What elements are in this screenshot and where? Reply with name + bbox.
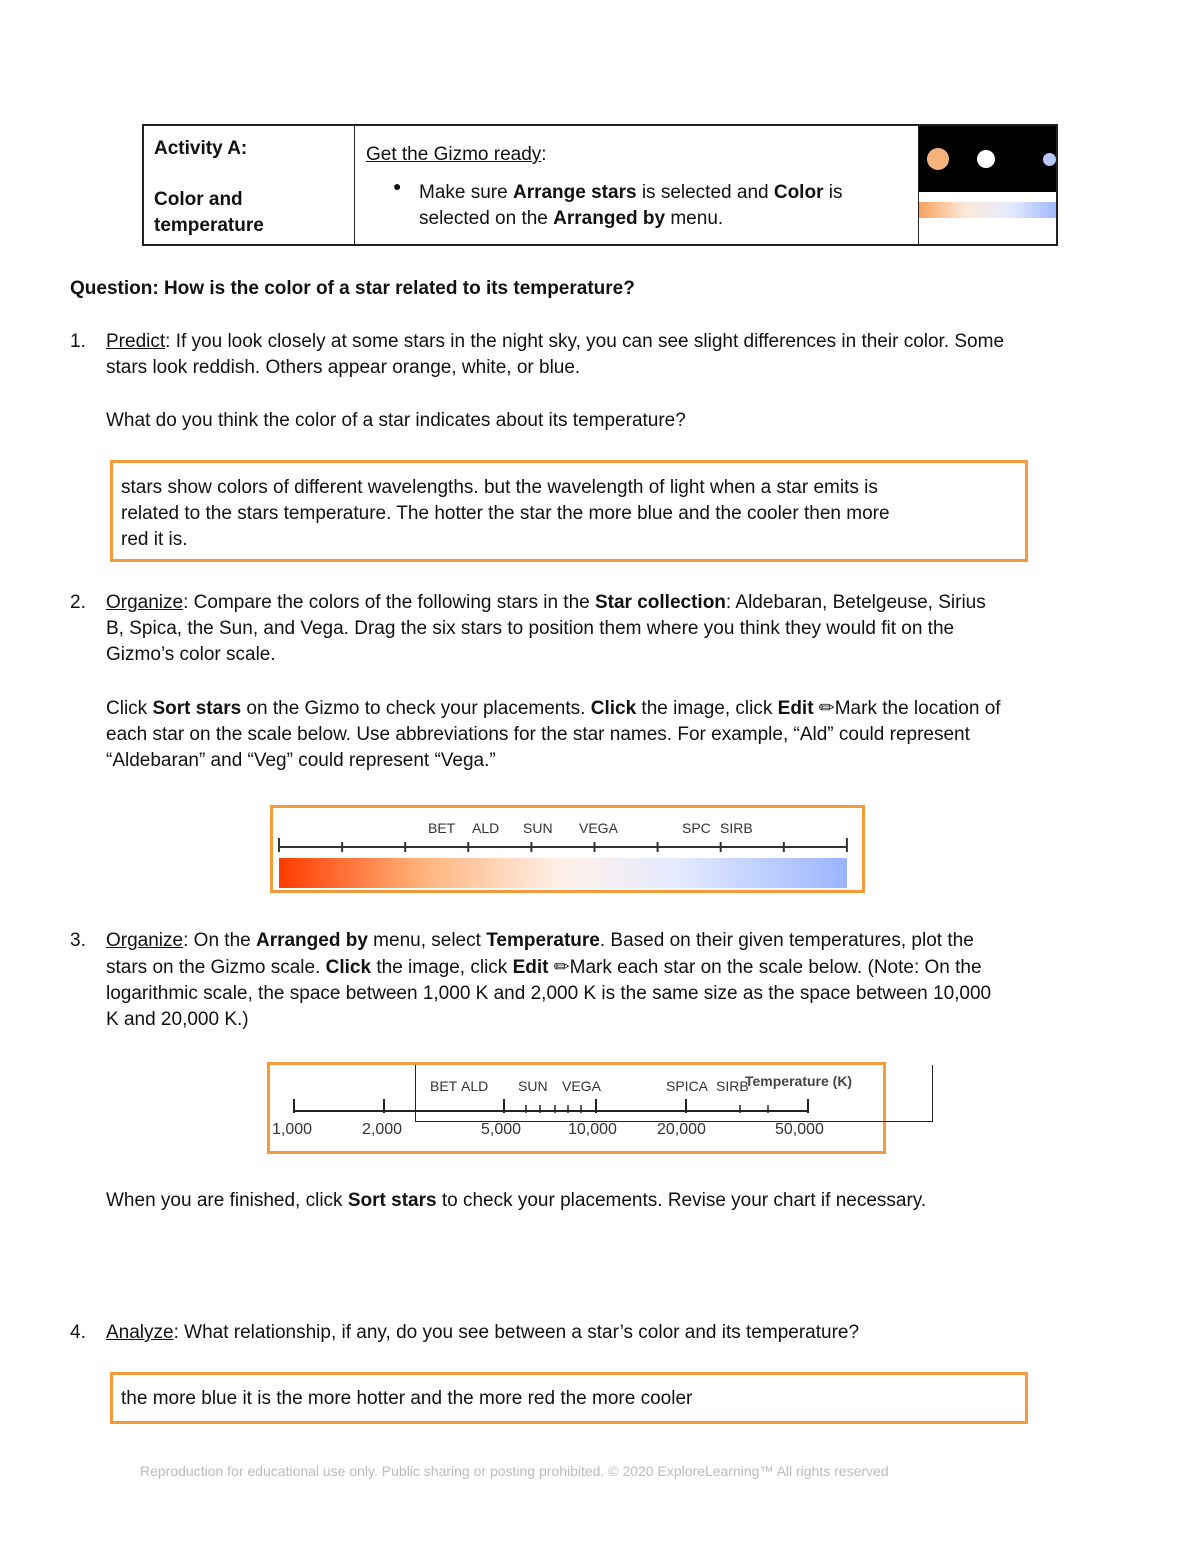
- t-star-label-spica: SPICA: [666, 1078, 709, 1094]
- activity-label: Activity A:: [154, 138, 248, 159]
- q4-line1: Analyze: What relationship, if any, do you see between a star’s color and its temperature?: [106, 1322, 860, 1343]
- q4-answer-text: the more blue it is the more hotter and the more red the more cooler: [121, 1388, 693, 1409]
- q1-answer-line1: stars show colors of different wavelengths. but the wavelength of light when a star emits is: [121, 477, 878, 498]
- q2-para2-line3: “Aldebaran” and “Veg” could represent “Vega.”: [106, 750, 496, 771]
- question-heading: Question: How is the color of a star related to its temperature?: [70, 278, 635, 299]
- q1-answer-box[interactable]: [110, 460, 1028, 562]
- star-label-vega: VEGA: [579, 820, 618, 836]
- q3-line3: logarithmic scale, the space between 1,000 K and 2,000 K is the same size as the space between 10,000: [106, 983, 992, 1004]
- orange-star-icon: [927, 148, 949, 170]
- activity-title-line1: Color and: [154, 189, 243, 210]
- q2-line3: Gizmo’s color scale.: [106, 644, 276, 665]
- star-label-sun: SUN: [523, 820, 553, 836]
- q2-para2-line2: each star on the scale below. Use abbreviations for the star names. For example, “Ald” could represent: [106, 724, 970, 745]
- q1-number: 1.: [70, 331, 86, 352]
- tick-label-10000: 10,000: [568, 1121, 617, 1138]
- temperature-scale-title: Temperature (K): [745, 1073, 853, 1089]
- q3-line1: Organize: On the Arranged by menu, select Temperature. Based on their given temperatures, plot the: [106, 930, 974, 951]
- star-label-sirb: SIRB: [720, 820, 753, 836]
- star-label-ald: ALD: [472, 820, 500, 836]
- thumb-axis: [919, 192, 1056, 194]
- blue-star-icon: [1043, 153, 1056, 166]
- q1-answer-line2: related to the stars temperature. The hotter the star the more blue and the cooler then more: [121, 503, 890, 524]
- t-star-label-sirb: SIRB: [716, 1078, 749, 1094]
- q2-line2: B, Spica, the Sun, and Vega. Drag the six stars to position them where you think they would fit on the: [106, 618, 955, 639]
- t-star-label-sun: SUN: [518, 1078, 548, 1094]
- q3-line2: stars on the Gizmo scale. Click the image, click Edit ✏Mark each star on the scale below. (Note: On the: [106, 957, 982, 978]
- q2-para2-line1: Click Sort stars on the Gizmo to check your placements. Click the image, click Edit ✏Mark the location of: [106, 698, 1001, 719]
- tick-label-50000: 50,000: [775, 1121, 824, 1138]
- activity-title-line2: temperature: [154, 215, 264, 236]
- thumb-color-scale: [919, 202, 1056, 218]
- white-star-icon: [977, 150, 995, 168]
- star-label-bet: BET: [428, 820, 456, 836]
- t-star-label-ald: ALD: [461, 1078, 489, 1094]
- footer-copyright: Reproduction for educational use only. Public sharing or posting prohibited. © 2020 ExploreLearning™ All rights reserved: [140, 1463, 889, 1479]
- gizmo-ready-cell: [355, 126, 919, 244]
- temperature-scale-image[interactable]: [267, 1062, 886, 1154]
- bullet-icon: ●: [393, 178, 402, 194]
- q1-prompt: What do you think the color of a star indicates about its temperature?: [106, 410, 686, 431]
- gizmo-ready-bullet-line1: Make sure Arrange stars is selected and Color is: [419, 182, 843, 203]
- gizmo-thumbnail: [919, 126, 1056, 244]
- q1-line1: Predict: If you look closely at some stars in the night sky, you can see slight differences in their color. Some: [106, 331, 1005, 352]
- tick-label-2000: 2,000: [362, 1121, 403, 1138]
- star-label-spc: SPC: [682, 820, 711, 836]
- q3-line4: K and 20,000 K.): [106, 1009, 249, 1030]
- q1-line2: stars look reddish. Others appear orange, white, or blue.: [106, 357, 581, 378]
- q3-number: 3.: [70, 930, 86, 951]
- gizmo-ready-bullet-line2: selected on the Arranged by menu.: [419, 208, 724, 229]
- tick-label-5000: 5,000: [481, 1121, 522, 1138]
- color-scale-image[interactable]: [270, 805, 865, 893]
- star-sky-panel: [919, 126, 1056, 194]
- gizmo-ready-heading: Get the Gizmo ready:: [366, 144, 547, 165]
- q4-answer-box[interactable]: [110, 1372, 1028, 1424]
- color-scale-svg: [273, 808, 862, 890]
- q3-finish-note: When you are finished, click Sort stars to check your placements. Revise your chart if necessary.: [106, 1190, 927, 1211]
- activity-header-table: [142, 124, 1058, 246]
- q1-answer-line3: red it is.: [121, 529, 188, 550]
- activity-title-cell: [144, 126, 355, 244]
- q2-line1: Organize: Compare the colors of the following stars in the Star collection: Aldebaran, Betelgeuse, Sirius: [106, 592, 986, 613]
- t-star-label-bet: BET: [430, 1078, 458, 1094]
- tick-label-1000: 1,000: [272, 1121, 313, 1138]
- tick-label-20000: 20,000: [657, 1121, 706, 1138]
- color-gradient-bar: [279, 858, 847, 888]
- t-star-label-vega: VEGA: [562, 1078, 601, 1094]
- q4-number: 4.: [70, 1322, 86, 1343]
- q2-number: 2.: [70, 592, 86, 613]
